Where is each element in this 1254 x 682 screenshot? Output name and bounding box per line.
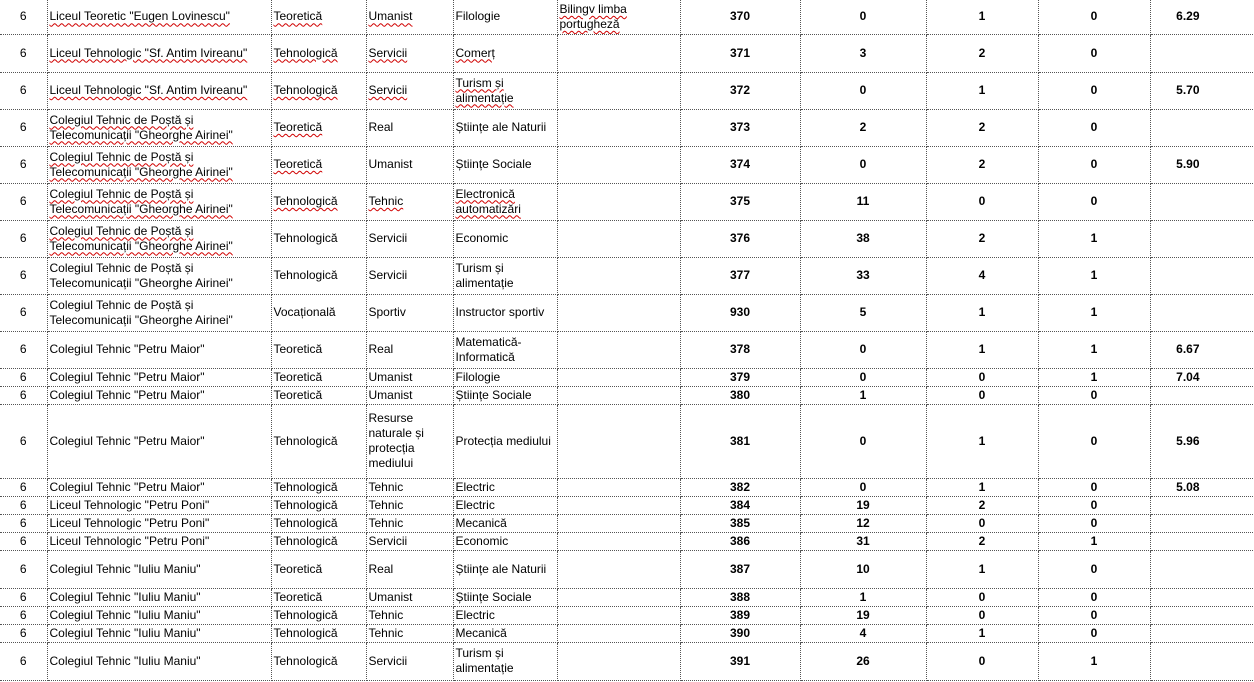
cell-note[interactable]: Bilingv limba portugheză	[557, 0, 680, 34]
cell-note[interactable]	[557, 496, 680, 514]
cell-value-2[interactable]: 0	[926, 642, 1038, 680]
cell-sector[interactable]: 6	[0, 294, 47, 331]
cell-school[interactable]: Colegiul Tehnic "Iuliu Maniu"	[47, 624, 271, 642]
table-row	[0, 331, 1254, 368]
cell-code[interactable]: 370	[680, 0, 800, 34]
cell-field[interactable]: Servicii	[366, 72, 453, 109]
table-row	[0, 294, 1254, 331]
cell-value-1[interactable]: 31	[800, 532, 926, 550]
cell-value-2[interactable]: 0	[926, 183, 1038, 220]
table-row	[0, 72, 1254, 109]
table-row	[0, 624, 1254, 642]
cell-value-3[interactable]: 1	[1038, 368, 1150, 386]
cell-specialization[interactable]: Turism și alimentație	[453, 642, 557, 680]
cell-profile[interactable]: Tehnologică	[271, 220, 366, 257]
cell-profile[interactable]: Teoretică	[271, 386, 366, 404]
cell-specialization[interactable]: Filologie	[453, 0, 557, 34]
cell-grade[interactable]	[1150, 34, 1254, 72]
cell-code[interactable]: 387	[680, 550, 800, 588]
cell-sector[interactable]: 6	[0, 606, 47, 624]
cell-note[interactable]	[557, 550, 680, 588]
cell-sector[interactable]: 6	[0, 72, 47, 109]
cell-grade[interactable]	[1150, 624, 1254, 642]
cell-value-2[interactable]: 2	[926, 109, 1038, 146]
cell-value-2[interactable]: 1	[926, 0, 1038, 34]
table-row	[0, 257, 1254, 294]
cell-school[interactable]: Colegiul Tehnic de Poștă și Telecomunicații "Gheorghe Airinei"	[47, 183, 271, 220]
cell-school[interactable]: Colegiul Tehnic "Petru Maior"	[47, 331, 271, 368]
cell-specialization[interactable]: Științe Sociale	[453, 588, 557, 606]
cell-code[interactable]: 380	[680, 386, 800, 404]
table-row	[0, 642, 1254, 680]
cell-sector[interactable]: 6	[0, 220, 47, 257]
cell-sector[interactable]: 6	[0, 109, 47, 146]
cell-value-1[interactable]: 19	[800, 496, 926, 514]
table-row	[0, 550, 1254, 588]
cell-note[interactable]	[557, 257, 680, 294]
table-row	[0, 220, 1254, 257]
cell-field[interactable]: Tehnic	[366, 478, 453, 496]
cell-value-1[interactable]: 5	[800, 294, 926, 331]
cell-grade[interactable]: 6.29	[1150, 0, 1254, 34]
cell-profile[interactable]: Teoretică	[271, 0, 366, 34]
cell-specialization[interactable]: Electric	[453, 478, 557, 496]
cell-field[interactable]: Umanist	[366, 146, 453, 183]
cell-value-1[interactable]: 0	[800, 72, 926, 109]
cell-sector[interactable]: 6	[0, 550, 47, 588]
cell-value-2[interactable]: 1	[926, 478, 1038, 496]
cell-profile[interactable]: Tehnologică	[271, 496, 366, 514]
cell-value-2[interactable]: 1	[926, 331, 1038, 368]
cell-school[interactable]: Colegiul Tehnic "Iuliu Maniu"	[47, 588, 271, 606]
cell-value-2[interactable]: 2	[926, 532, 1038, 550]
table-row	[0, 183, 1254, 220]
cell-field[interactable]: Real	[366, 331, 453, 368]
table-row	[0, 386, 1254, 404]
cell-value-1[interactable]: 38	[800, 220, 926, 257]
cell-value-3[interactable]: 0	[1038, 0, 1150, 34]
cell-school[interactable]: Colegiul Tehnic de Poștă și Telecomunicații "Gheorghe Airinei"	[47, 257, 271, 294]
cell-profile[interactable]: Teoretică	[271, 368, 366, 386]
cell-grade[interactable]	[1150, 386, 1254, 404]
cell-value-3[interactable]: 1	[1038, 331, 1150, 368]
cell-note[interactable]	[557, 386, 680, 404]
cell-value-3[interactable]: 0	[1038, 514, 1150, 532]
cell-code[interactable]: 391	[680, 642, 800, 680]
cell-grade[interactable]	[1150, 606, 1254, 624]
cell-school[interactable]: Colegiul Tehnic "Petru Maior"	[47, 478, 271, 496]
cell-grade[interactable]	[1150, 496, 1254, 514]
cell-specialization[interactable]: Electric	[453, 606, 557, 624]
cell-grade[interactable]	[1150, 220, 1254, 257]
cell-value-2[interactable]: 1	[926, 294, 1038, 331]
cell-profile[interactable]: Tehnologică	[271, 514, 366, 532]
cell-school[interactable]: Colegiul Tehnic de Poștă și Telecomunicații "Gheorghe Airinei"	[47, 109, 271, 146]
cell-value-3[interactable]: 0	[1038, 606, 1150, 624]
cell-profile[interactable]: Tehnologică	[271, 642, 366, 680]
cell-value-3[interactable]: 0	[1038, 386, 1150, 404]
cell-value-2[interactable]: 4	[926, 257, 1038, 294]
table-row	[0, 606, 1254, 624]
cell-school[interactable]: Colegiul Tehnic "Petru Maior"	[47, 386, 271, 404]
cell-sector[interactable]: 6	[0, 0, 47, 34]
cell-specialization[interactable]: Protecția mediului	[453, 404, 557, 478]
cell-code[interactable]: 386	[680, 532, 800, 550]
cell-value-1[interactable]: 2	[800, 109, 926, 146]
cell-value-2[interactable]: 1	[926, 550, 1038, 588]
cell-profile[interactable]: Teoretică	[271, 109, 366, 146]
cell-note[interactable]	[557, 146, 680, 183]
cell-field[interactable]: Servicii	[366, 257, 453, 294]
cell-grade[interactable]: 5.90	[1150, 146, 1254, 183]
cell-grade[interactable]	[1150, 294, 1254, 331]
cell-note[interactable]	[557, 72, 680, 109]
cell-field[interactable]: Tehnic	[366, 624, 453, 642]
cell-note[interactable]	[557, 34, 680, 72]
cell-value-2[interactable]: 1	[926, 72, 1038, 109]
cell-value-3[interactable]: 1	[1038, 532, 1150, 550]
cell-field[interactable]: Umanist	[366, 386, 453, 404]
cell-profile[interactable]: Teoretică	[271, 331, 366, 368]
cell-note[interactable]	[557, 624, 680, 642]
table-row	[0, 0, 1254, 34]
cell-field[interactable]: Servicii	[366, 34, 453, 72]
cell-note[interactable]	[557, 404, 680, 478]
cell-grade[interactable]	[1150, 514, 1254, 532]
cell-value-1[interactable]: 33	[800, 257, 926, 294]
cell-code[interactable]: 373	[680, 109, 800, 146]
cell-school[interactable]: Liceul Tehnologic "Petru Poni"	[47, 532, 271, 550]
cell-sector[interactable]: 6	[0, 34, 47, 72]
cell-school[interactable]: Liceul Tehnologic "Petru Poni"	[47, 496, 271, 514]
cell-code[interactable]: 376	[680, 220, 800, 257]
cell-value-3[interactable]: 0	[1038, 146, 1150, 183]
cell-grade[interactable]: 5.96	[1150, 404, 1254, 478]
cell-sector[interactable]: 6	[0, 146, 47, 183]
cell-grade[interactable]: 5.70	[1150, 72, 1254, 109]
cell-grade[interactable]	[1150, 109, 1254, 146]
table-row	[0, 109, 1254, 146]
cell-field[interactable]: Resurse naturale și protecția mediului	[366, 404, 453, 478]
cell-grade[interactable]: 5.08	[1150, 478, 1254, 496]
cell-specialization[interactable]: Științe Sociale	[453, 386, 557, 404]
cell-profile[interactable]: Teoretică	[271, 146, 366, 183]
cell-note[interactable]	[557, 532, 680, 550]
cell-note[interactable]	[557, 642, 680, 680]
cell-value-2[interactable]: 2	[926, 496, 1038, 514]
cell-school[interactable]: Colegiul Tehnic de Poștă și Telecomunicații "Gheorghe Airinei"	[47, 294, 271, 331]
cell-note[interactable]	[557, 183, 680, 220]
cell-note[interactable]	[557, 588, 680, 606]
cell-value-1[interactable]: 0	[800, 404, 926, 478]
cell-note[interactable]	[557, 368, 680, 386]
cell-value-2[interactable]: 1	[926, 624, 1038, 642]
cell-value-2[interactable]: 1	[926, 404, 1038, 478]
cell-field[interactable]: Servicii	[366, 220, 453, 257]
cell-code[interactable]: 381	[680, 404, 800, 478]
cell-grade[interactable]	[1150, 183, 1254, 220]
cell-note[interactable]	[557, 331, 680, 368]
cell-note[interactable]	[557, 220, 680, 257]
cell-value-3[interactable]: 0	[1038, 478, 1150, 496]
cell-school[interactable]: Colegiul Tehnic de Poștă și Telecomunicații "Gheorghe Airinei"	[47, 220, 271, 257]
cell-sector[interactable]: 6	[0, 514, 47, 532]
cell-code[interactable]: 930	[680, 294, 800, 331]
table-row	[0, 588, 1254, 606]
cell-grade[interactable]: 7.04	[1150, 368, 1254, 386]
cell-value-2[interactable]: 2	[926, 220, 1038, 257]
cell-field[interactable]: Tehnic	[366, 183, 453, 220]
cell-sector[interactable]: 6	[0, 331, 47, 368]
cell-profile[interactable]: Tehnologică	[271, 478, 366, 496]
cell-specialization[interactable]: Electric	[453, 496, 557, 514]
cell-grade[interactable]	[1150, 257, 1254, 294]
table-row	[0, 34, 1254, 72]
cell-value-3[interactable]: 1	[1038, 257, 1150, 294]
cell-grade[interactable]	[1150, 532, 1254, 550]
cell-specialization[interactable]: Filologie	[453, 368, 557, 386]
cell-note[interactable]	[557, 478, 680, 496]
cell-grade[interactable]: 6.67	[1150, 331, 1254, 368]
cell-code[interactable]: 379	[680, 368, 800, 386]
cell-code[interactable]: 382	[680, 478, 800, 496]
cell-specialization[interactable]: Instructor sportiv	[453, 294, 557, 331]
cell-value-1[interactable]: 0	[800, 368, 926, 386]
cell-specialization[interactable]: Mecanică	[453, 514, 557, 532]
cell-sector[interactable]: 6	[0, 386, 47, 404]
cell-field[interactable]: Servicii	[366, 642, 453, 680]
cell-value-3[interactable]: 1	[1038, 294, 1150, 331]
cell-value-3[interactable]: 0	[1038, 404, 1150, 478]
cell-value-2[interactable]: 0	[926, 514, 1038, 532]
cell-school[interactable]: Liceul Tehnologic "Sf. Antim Ivireanu"	[47, 72, 271, 109]
cell-field[interactable]: Tehnic	[366, 606, 453, 624]
cell-grade[interactable]	[1150, 642, 1254, 680]
cell-code[interactable]: 378	[680, 331, 800, 368]
table-row	[0, 146, 1254, 183]
cell-value-1[interactable]: 11	[800, 183, 926, 220]
cell-code[interactable]: 384	[680, 496, 800, 514]
cell-value-3[interactable]: 0	[1038, 183, 1150, 220]
cell-sector[interactable]: 6	[0, 588, 47, 606]
cell-specialization[interactable]: Științe Sociale	[453, 146, 557, 183]
cell-school[interactable]: Colegiul Tehnic "Petru Maior"	[47, 368, 271, 386]
cell-field[interactable]: Umanist	[366, 588, 453, 606]
cell-code[interactable]: 371	[680, 34, 800, 72]
cell-value-1[interactable]: 1	[800, 588, 926, 606]
cell-school[interactable]: Liceul Teoretic "Eugen Lovinescu"	[47, 0, 271, 34]
cell-school[interactable]: Colegiul Tehnic "Iuliu Maniu"	[47, 642, 271, 680]
cell-sector[interactable]: 6	[0, 478, 47, 496]
cell-specialization[interactable]: Comerț	[453, 34, 557, 72]
cell-value-1[interactable]: 0	[800, 478, 926, 496]
cell-value-1[interactable]: 3	[800, 34, 926, 72]
cell-value-1[interactable]: 1	[800, 386, 926, 404]
cell-value-1[interactable]: 0	[800, 331, 926, 368]
cell-specialization[interactable]: Matematică-Informatică	[453, 331, 557, 368]
table-row	[0, 478, 1254, 496]
cell-profile[interactable]: Tehnologică	[271, 624, 366, 642]
cell-specialization[interactable]: Economic	[453, 532, 557, 550]
cell-value-2[interactable]: 2	[926, 34, 1038, 72]
cell-field[interactable]: Real	[366, 109, 453, 146]
cell-value-1[interactable]: 26	[800, 642, 926, 680]
cell-specialization[interactable]: Turism și alimentație	[453, 72, 557, 109]
cell-code[interactable]: 377	[680, 257, 800, 294]
cell-profile[interactable]: Tehnologică	[271, 72, 366, 109]
cell-profile[interactable]: Tehnologică	[271, 257, 366, 294]
cell-code[interactable]: 388	[680, 588, 800, 606]
cell-field[interactable]: Real	[366, 550, 453, 588]
cell-sector[interactable]: 6	[0, 404, 47, 478]
cell-specialization[interactable]: Mecanică	[453, 624, 557, 642]
cell-sector[interactable]: 6	[0, 532, 47, 550]
cell-value-3[interactable]: 0	[1038, 72, 1150, 109]
cell-school[interactable]: Colegiul Tehnic "Petru Maior"	[47, 404, 271, 478]
cell-profile[interactable]: Teoretică	[271, 588, 366, 606]
cell-value-2[interactable]: 0	[926, 588, 1038, 606]
cell-value-1[interactable]: 12	[800, 514, 926, 532]
cell-school[interactable]: Colegiul Tehnic de Poștă și Telecomunicații "Gheorghe Airinei"	[47, 146, 271, 183]
cell-value-3[interactable]: 0	[1038, 496, 1150, 514]
cell-code[interactable]: 372	[680, 72, 800, 109]
cell-code[interactable]: 390	[680, 624, 800, 642]
cell-school[interactable]: Liceul Tehnologic "Sf. Antim Ivireanu"	[47, 34, 271, 72]
cell-value-1[interactable]: 0	[800, 146, 926, 183]
cell-profile[interactable]: Tehnologică	[271, 183, 366, 220]
cell-code[interactable]: 374	[680, 146, 800, 183]
cell-profile[interactable]: Tehnologică	[271, 606, 366, 624]
cell-code[interactable]: 385	[680, 514, 800, 532]
cell-value-3[interactable]: 0	[1038, 588, 1150, 606]
cell-profile[interactable]: Vocațională	[271, 294, 366, 331]
cell-value-1[interactable]: 0	[800, 0, 926, 34]
cell-school[interactable]: Liceul Tehnologic "Petru Poni"	[47, 514, 271, 532]
cell-value-3[interactable]: 0	[1038, 624, 1150, 642]
cell-field[interactable]: Umanist	[366, 0, 453, 34]
table-row	[0, 368, 1254, 386]
cell-value-3[interactable]: 0	[1038, 109, 1150, 146]
cell-field[interactable]: Servicii	[366, 532, 453, 550]
cell-sector[interactable]: 6	[0, 368, 47, 386]
cell-field[interactable]: Sportiv	[366, 294, 453, 331]
cell-specialization[interactable]: Electronică automatizări	[453, 183, 557, 220]
cell-value-2[interactable]: 0	[926, 368, 1038, 386]
cell-value-2[interactable]: 0	[926, 386, 1038, 404]
cell-specialization[interactable]: Științe ale Naturii	[453, 109, 557, 146]
cell-profile[interactable]: Tehnologică	[271, 532, 366, 550]
cell-field[interactable]: Tehnic	[366, 496, 453, 514]
cell-value-3[interactable]: 0	[1038, 34, 1150, 72]
cell-value-3[interactable]: 1	[1038, 642, 1150, 680]
table-row	[0, 532, 1254, 550]
cell-value-3[interactable]: 0	[1038, 550, 1150, 588]
cell-note[interactable]	[557, 606, 680, 624]
cell-sector[interactable]: 6	[0, 257, 47, 294]
cell-specialization[interactable]: Turism și alimentație	[453, 257, 557, 294]
table-row	[0, 404, 1254, 478]
cell-sector[interactable]: 6	[0, 496, 47, 514]
cell-specialization[interactable]: Științe ale Naturii	[453, 550, 557, 588]
table-row	[0, 496, 1254, 514]
cell-value-1[interactable]: 4	[800, 624, 926, 642]
cell-code[interactable]: 375	[680, 183, 800, 220]
table-row	[0, 514, 1254, 532]
cell-value-1[interactable]: 10	[800, 550, 926, 588]
cell-value-1[interactable]: 19	[800, 606, 926, 624]
cell-sector[interactable]: 6	[0, 624, 47, 642]
cell-field[interactable]: Umanist	[366, 368, 453, 386]
cell-value-2[interactable]: 0	[926, 606, 1038, 624]
cell-profile[interactable]: Tehnologică	[271, 404, 366, 478]
cell-specialization[interactable]: Economic	[453, 220, 557, 257]
cell-school[interactable]: Colegiul Tehnic "Iuliu Maniu"	[47, 606, 271, 624]
cell-sector[interactable]: 6	[0, 642, 47, 680]
cell-grade[interactable]	[1150, 588, 1254, 606]
cell-note[interactable]	[557, 109, 680, 146]
cell-profile[interactable]: Teoretică	[271, 550, 366, 588]
cell-note[interactable]	[557, 294, 680, 331]
cell-sector[interactable]: 6	[0, 183, 47, 220]
cell-grade[interactable]	[1150, 550, 1254, 588]
cell-school[interactable]: Colegiul Tehnic "Iuliu Maniu"	[47, 550, 271, 588]
cell-note[interactable]	[557, 514, 680, 532]
cell-value-3[interactable]: 1	[1038, 220, 1150, 257]
cell-field[interactable]: Tehnic	[366, 514, 453, 532]
cell-profile[interactable]: Tehnologică	[271, 34, 366, 72]
cell-value-2[interactable]: 2	[926, 146, 1038, 183]
cell-code[interactable]: 389	[680, 606, 800, 624]
